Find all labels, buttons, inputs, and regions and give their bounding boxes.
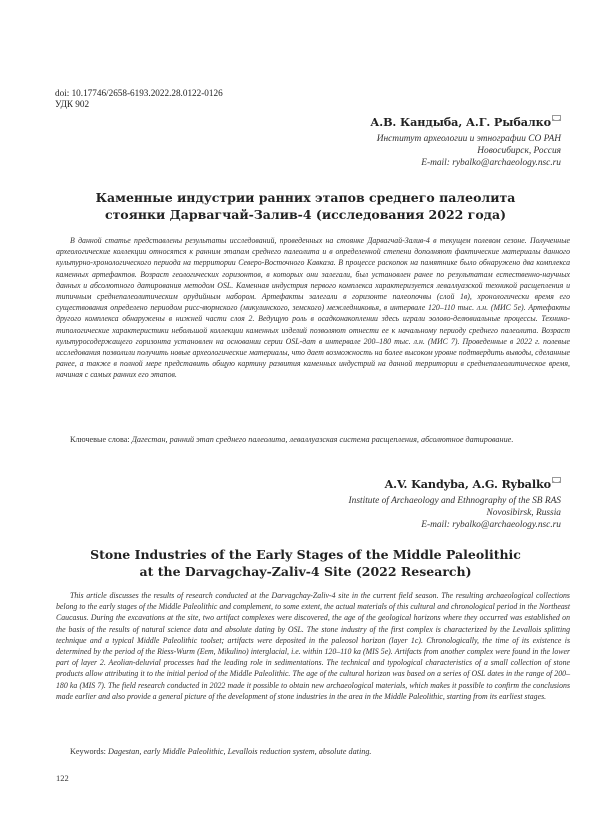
authors-en-text: A.V. Kandyba, A.G. Rybalko: [384, 477, 551, 491]
abstract-en: This article discusses the results of research conducted at the Darvagchay-Zaliv-4 site in the current field season. The resulting archaeological collections belong to the early stages of the Middle Paleolithic and complement, to some extent, the actual materials of this cultural and chronological period in the Northeast Caucasus. During the excavations at the site, two artifact complexes were discovered, the age of the geological horizons where they occurred was established on the basis of the results of natural science data and absolute dating by OSL. The stone industry of the first complex is characterized by the Levallois splitting technique and a typical Middle Paleolithic toolset; artifacts were deposited in the paleosol horizon (layer 1c). Chronologically, the time of its existence is determined by the period of the Riess-Wurm (Eem, Mikulino) interglacial, i.e. within 120–110 ka (MIS 5e). Artifacts from another complex were found in the lower part of layer 2. Aeolian-deluvial processes had the leading role in sedimentations. The technical and typological characteristics of a small collection of stone products allow attributing it to the initial period of the Middle Paleolithic. The age of the cultural horizon was based on a series of OSL dates in the range of 200–180 ka (MIS 7). The field research conducted in 2022 made it possible to obtain new archaeological materials, which makes it possible to confirm the conclusions made earlier and also provide a general picture of the development of stone industries in the area in the Middle Paleolithic, starting from its earliest stages.: [56, 591, 570, 701]
keywords-en-label: Keywords:: [70, 747, 106, 756]
institute-ru: Институт археологии и этнографии СО РАН: [376, 134, 561, 144]
email-ru[interactable]: E-mail: rybalko@archaeology.nsc.ru: [421, 158, 561, 168]
title-ru-line2: стоянки Дарвагчай-Залив-4 (исследования 2022 года): [104, 207, 507, 222]
keywords-en: [56, 746, 570, 757]
institute-en: Institute of Archaeology and Ethnography of the SB RAS: [348, 496, 561, 506]
udk: УДК 902: [55, 99, 90, 109]
title-en-line1: Stone Industries of the Early Stages of the Middle Paleolithic: [90, 547, 521, 562]
title-ru: [40, 189, 571, 223]
title-ru-line1: Каменные индустрии ранних этапов среднего палеолита: [95, 190, 516, 205]
city-ru: Новосибирск, Россия: [477, 146, 561, 156]
abstract-ru: В данной статье представлены результаты исследований, проведенных на стоянке Дарвагчай-Залив-4 в текущем полевом сезоне. Полученные археологические коллекции относятся к ранним этапам среднего палеолита и в определенной степени дополняют фактические материалы данного культурно-хронологического периода на территории Северо-Восточного Кавказа. В процессе раскопок на памятнике было обнаружено два комплекса каменных артефактов. Возраст геологических горизонтов, в которых они залегали, был установлен ранее по результатам естественно-научных данных и абсолютного датирования методом OSL. Каменная индустрия первого комплекса характеризуется леваллуазской техникой расщепления и типичным среднепалеолитическим орудийным набором. Артефакты залегали в горизонте палеопочвы (слой 1в), хронологически время его существования определено периодом рисс-вюрмского (микулинского, земского) межледниковья, в интервале 120–110 тыс. л.н. (МИС 5е). Артефакты другого комплекса обнаружены в нижней части слоя 2. Ведущую роль в осадконакоплении здесь играли эолово-делювиальные процессы. Технико-типологические характеристики небольшой коллекции каменных изделий позволяют отнести ее к начальному периоду среднего палеолита. Возраст культуросодержащего горизонта установлен на основании серии OSL-дат в интервале 200–180 тыс. л.н. (МИС 7). Проведенные в 2022 г. полевые исследования позволили получить новые археологические материалы, что дает возможность на более высоком уровне подтвердить выводы, сделанные ранее, а также в полной мере представить общую картину развития каменных индустрий на данной территории в среднепалеолитическое время, начиная с самых ранних его этапов.: [56, 236, 570, 380]
envelope-icon[interactable]: [552, 115, 561, 121]
title-en: [40, 546, 571, 580]
keywords-ru-list: Дагестан, ранний этап среднего палеолита, леваллуазская система расщепления, абсолютное датирование.: [131, 435, 514, 444]
title-en-line2: at the Darvagchay-Zaliv-4 Site (2022 Research): [139, 564, 472, 579]
article-meta: [55, 88, 223, 110]
keywords-en-list: Dagestan, early Middle Paleolithic, Levallois reduction system, absolute dating.: [107, 747, 372, 756]
email-en[interactable]: E-mail: rybalko@archaeology.nsc.ru: [421, 520, 561, 530]
keywords-ru-label: Ключевые слова:: [70, 435, 130, 444]
doi[interactable]: doi: 10.17746/2658-6193.2022.28.0122-0126: [55, 88, 223, 98]
envelope-icon[interactable]: [552, 477, 561, 483]
authors-ru-text: А.В. Кандыба, А.Г. Рыбалко: [370, 115, 551, 129]
authors-ru: [370, 115, 561, 129]
authors-en: [385, 477, 561, 491]
page-number: 122: [56, 773, 69, 783]
affiliation-en: [349, 495, 561, 531]
affiliation-ru: [377, 133, 561, 169]
city-en: Novosibirsk, Russia: [486, 508, 561, 518]
keywords-ru: [56, 434, 570, 445]
